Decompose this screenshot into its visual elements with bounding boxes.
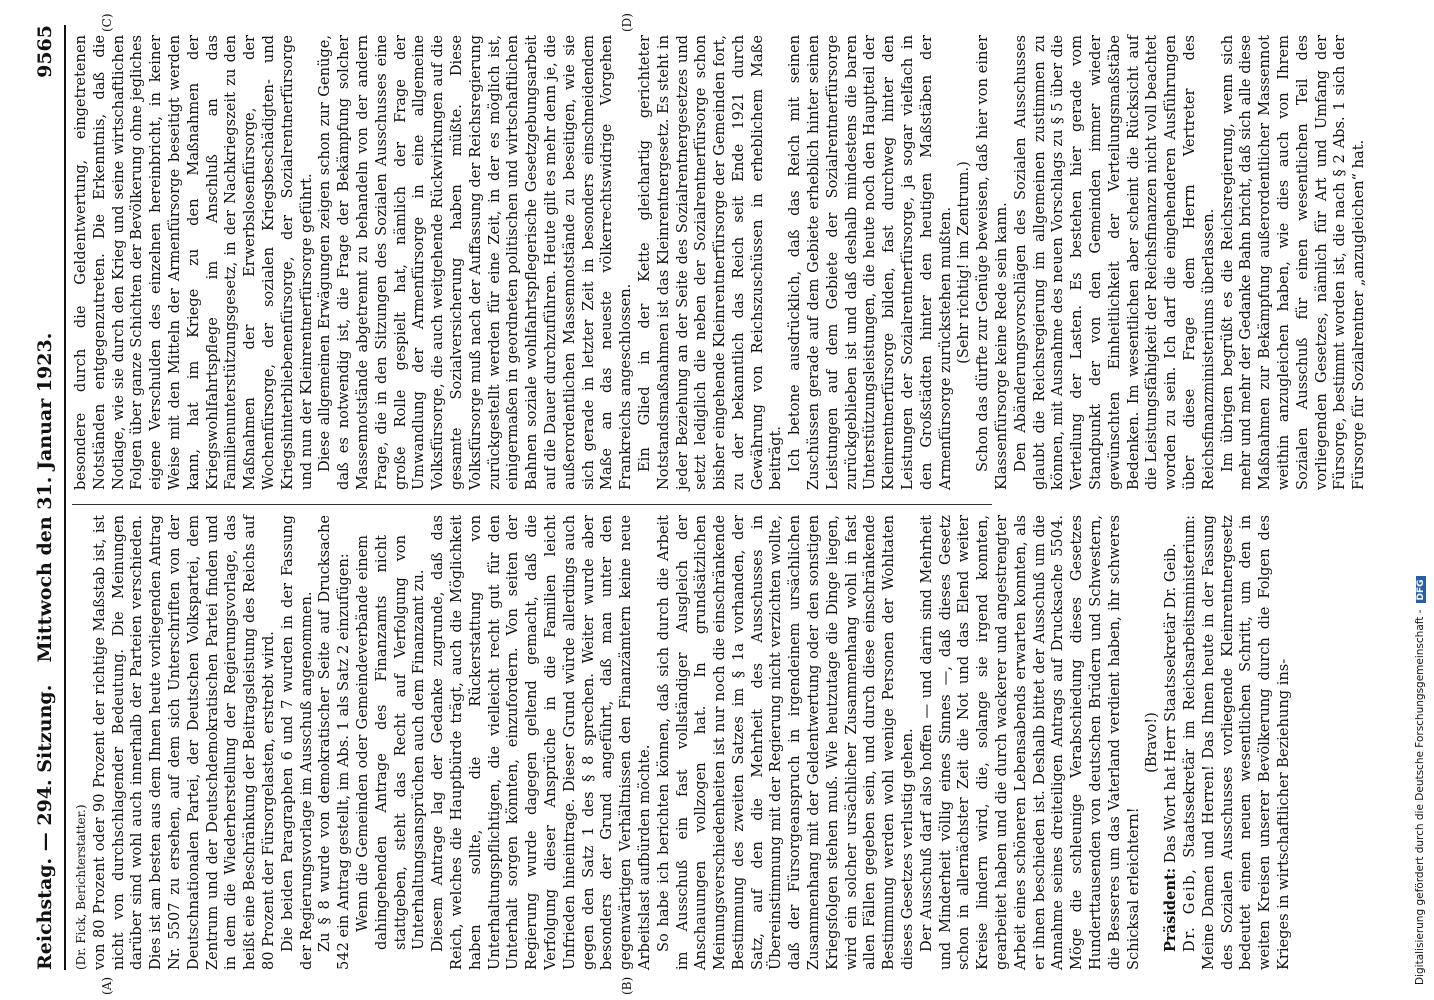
page-number: 9565: [34, 25, 56, 78]
paragraph: Schon das dürfte zur Genüge beweisen, daß hier von einer Klassenfürsorge keine Rede sein kann.: [974, 35, 1011, 490]
interjection: (Sehr richtig! im Zentrum.): [955, 161, 973, 364]
left-column: [72, 515, 1294, 970]
margin-mark-d: (D): [620, 13, 634, 32]
speaker-note: (Dr. Fick, Berichterstatter.): [74, 804, 88, 970]
paragraph: Ich betone ausdrücklich, daß das Reich mit seinen Zuschüssen gerade auf dem Gebiete erheblich hinter seinen Leistungen auf dem Gebiete der Sozialrentnerfürsorge zurückgeblieben ist und daß deshalb mindestens die baren Unterstützungsleistungen, die heute noch den Hauptteil der Kleinrentnerfürsorge bilden, fast durchweg hinter den Leistungen der Sozialrentnerfürsorge, ja sogar vielfach in den Großstädten hinter den heutigen Maßstäben der Armenfürsorge zurückstehen mußten.: [786, 35, 954, 490]
paragraph: Der Ausschuß darf also hoffen — und darin sind Mehrheit und Minderheit völlig eines Sinnes —, daß dieses Gesetz schon in allernächster Zeit die Not und das Elend weiter Kreise lindern wird, die, solange sie irgend konnten, gearbeitet haben und die durch wackerer und angestrengter Arbeit eines schöneren Lebensabends erwarten konnten, als er ihnen beschieden ist. Deshalb bittet der Ausschuß um die Annahme seines dreiteiligen Antrags auf Drucksache 5504. Möge die schleunige Verabschiedung dieses Gesetzes Hunderttausenden von deutschen Brüdern und Schwestern, die Besseres um das Vaterland verdient haben, ihr schweres Schicksal erleichtern!: [917, 515, 1142, 970]
paragraph: Ein Glied in der Kette gleichartig gerichteter Notstandsmaßnahmen ist das Kleinrentnergesetz. Es steht in jeder Beziehung an der Seite des Sozialrentnergesetzes und setzt lediglich die neben der Sozialrentnerfürsorge schon bisher eingehende Kleinrentnerfürsorge der Gemeinden fort, zu der bekanntlich das Reich seit Ende 1921 durch Gewährung von Reichszuschüssen in erheblichem Maße beiträgt.: [635, 35, 785, 490]
paragraph: besondere durch die Geldentwertung, eingetretenen Notständen entgegenzutreten. Die Erkenntnis, daß die Notlage, wie sie durch den Krieg und seine wirtschaftlichen Folgen über ganze Schichten der Bevölkerung ohne jegliches eigene Verschulden des einzelnen hereinbricht, in keiner Weise mit den Mitteln der Armenfürsorge beseitigt werden kann, hat im Kriege zu den Maßnahmen der Kriegswohlfahrtspflege im Anschluß an das Familienunterstützungsgesetz, in der Nachkriegszeit zu den Maßnahmen der Erwerbslosenfürsorge, der Wochenfürsorge, der sozialen Kriegsbeschädigten- und Kriegshinterbliebenenfürsorge, der Sozialrentnerfürsorge und nun der Kleinrentnerfürsorge geführt.: [72, 35, 315, 490]
header-date: Mittwoch den 31. Januar 1923.: [34, 332, 56, 663]
paragraph: Diese allgemeinen Erwägungen zeigen schon zur Genüge, daß es notwendig ist, die Frage der Bekämpfung solcher Massennotstände abgetrennt zu behandeln von der andern Frage, die in den Sitzungen des Sozialen Ausschusses eine große Rolle gespielt hat, nämlich der Frage der Umwandlung der Armenfürsorge in eine allgemeine Volksfürsorge, die auch weitgehende Rückwirkungen auf die gesamte Sozialversicherung haben müßte. Diese Volksfürsorge muß nach der Auffassung der Reichsregierung zurückgestellt werden für eine Zeit, in der es möglich ist, einigermaßen in geordneten politischen und wirtschaftlichen Bahnen soziale wohlfahrtspflegerische Gesetzgebungsarbeit auf die Dauer durchzuführen. Heute gilt es mehr denn je, die außerordentlichen Massennotstände zu beseitigen, wie sie sich gerade in letzter Zeit in besonders einschneidendem Maße an das neueste völkerrechtswidrige Vorgehen Frankreichs angeschlossen.: [316, 35, 635, 490]
header-left: Reichstag. — 294. Sitzung.: [34, 684, 56, 970]
paragraph: von 80 Prozent oder 90 Prozent der richtige Maßstab ist, ist nicht von durchschlagender Bedeutung. Die Meinungen darüber sind wohl auch innerhalb der Parteien verschieden. Dies ist am besten aus dem Ihnen heute vorliegenden Antrag Nr. 5507 zu ersehen, auf dem sich Unterschriften von der Deutschnationalen Partei, der Deutschen Volkspartei, dem Zentrum und der Deutschdemokratischen Partei finden und in dem die Wiederherstellung der Regierungsvorlage, das heißt eine Beschränkung der Beitragsleistung des Reichs auf 80 Prozent der Fürsorgelasten, erstrebt wird.: [90, 515, 277, 970]
speaker-label: Dr. Geib,: [1181, 867, 1199, 952]
column-divider: [72, 504, 992, 505]
credit-text: Digitalisierung gefördert durch die Deutsche Forschungsgemeinschaft -: [1414, 609, 1426, 985]
right-column: [72, 35, 1369, 490]
quoted-amendment: Wenn die Gemeinden oder Gemeindeverbände einem dahingehenden Antrage des Finanzamts nicht stattgeben, steht das Recht auf Verfolgung von Unterhaltungsansprüchen auch dem Finanzamt zu.: [353, 535, 428, 950]
dfg-logo: DFG: [1416, 576, 1426, 603]
speaker-label: Präsident:: [1162, 867, 1180, 952]
paragraph-president: Präsident: Das Wort hat Herr Staatssekretär Dr. Geib.: [1162, 543, 1180, 952]
paragraph: Den Abänderungsvorschlägen des Sozialen Ausschusses glaubt die Reichsregierung im allgemeinen zustimmen zu können, mit Ausnahme des neuen Vorschlags zu § 5 über die Verteilung der Lasten. Es bestehen hier gerade vom Standpunkt der von den Gemeinden immer wieder gewünschten Einheitlichkeit der Verteilungsmaßstäbe Bedenken. Im wesentlichen aber scheint die Rücksicht auf die Leistungsfähigkeit der Reichsfinanzen nicht voll beachtet worden zu sein. Ich darf die eingehenderen Ausführungen über diese Frage dem Herrn Vertreter des Reichsfinanzministeriums überlassen.: [1011, 35, 1217, 490]
margin-mark-a: (A): [100, 976, 114, 995]
paragraph: So habe ich berichten können, daß sich durch die Arbeit im Ausschuß ein fast vollständiger Ausgleich der Anschauungen vollzogen hat. In grundsätzlichen Meinungsverschiedenheiten ist nur noch die einschränkende Bestimmung des zweiten Satzes im § 1a vorhanden, der Satz, auf den die Mehrheit des Ausschusses in Übereinstimmung mit der Regierung nicht verzichten wollte, daß der Fürsorgeanspruch in irgendeinem ursächlichen Zusammenhang mit der Geldentwertung oder den sonstigen Kriegsfolgen stehen muß. Wie heutzutage die Dinge liegen, wird ein solcher ursächlicher Zusammenhang wohl in fast allen Fällen gegeben sein, und durch diese einschränkende Bestimmung werden wohl wenige Personen der Wohltaten dieses Gesetzes verlustig gehen.: [654, 515, 917, 970]
digitization-credit: [1414, 25, 1426, 985]
paragraph: Die beiden Paragraphen 6 und 7 wurden in der Fassung der Regierungsvorlage im Ausschuß angenommen.: [278, 515, 315, 970]
paragraph: Zu § 8 wurde von demokratischer Seite auf Drucksache 542 ein Antrag gestellt, im Abs. 1 als Satz 2 einzufügen:: [316, 515, 353, 970]
paragraph: Im übrigen begrüßt es die Reichsregierung, wenn sich mehr und mehr der Gedanke Bahn bricht, daß sich alle diese Maßnahmen zur Bekämpfung außerordentlicher Massennot weithin anzugleichen haben, wie dies auch von Ihrem Sozialen Ausschuß für einen wesentlichen Teil des vorliegenden Gesetzes, nämlich für Art und Umfang der Fürsorge, bestimmt worden ist, die nach § 2 Abs. 1 sich der Fürsorge für Sozialrentner „anzugleichen“ hat.: [1218, 35, 1368, 490]
page-header: [30, 25, 66, 970]
paragraph: Diesem Antrage lag der Gedanke zugrunde, daß das Reich, welches die Hauptbürde trägt, auch die Möglichkeit haben sollte, die Rückerstattung von Unterhaltungspflichtigen, die vielleicht recht gut für den Unterhalt sorgen könnten, einzufordern. Von seiten der Regierung wurde dagegen geltend gemacht, daß die Verfolgung dieser Ansprüche in die Familien leicht Unfrieden hineintrage. Dieser Grund würde allerdings auch gegen den Satz 1 des § 8 sprechen. Weiter wurde aber besonders der Grund angeführt, daß man unter den gegenwärtigen Verhältnissen den Finanzämtern keine neue Arbeitslast aufbürden möchte.: [429, 515, 653, 970]
interjection: (Bravo!): [1143, 712, 1161, 773]
rotated-page: [20, 0, 1400, 1000]
margin-mark-b: (B): [620, 976, 634, 995]
margin-mark-c: (C): [100, 13, 114, 32]
paragraph-speech: Dr. Geib, Staatssekretär im Reichsarbeitsministerium: Meine Damen und Herren! Das Ihnen heute in der Fassung des Sozialen Ausschusses vorliegende Kleinrentnergesetz bedeutet einen neuen wesentlichen Schritt, um den in weiten Kreisen unserer Bevölkerung durch die Folgen des Krieges in wirtschaftlicher Beziehung ins-: [1181, 514, 1292, 970]
